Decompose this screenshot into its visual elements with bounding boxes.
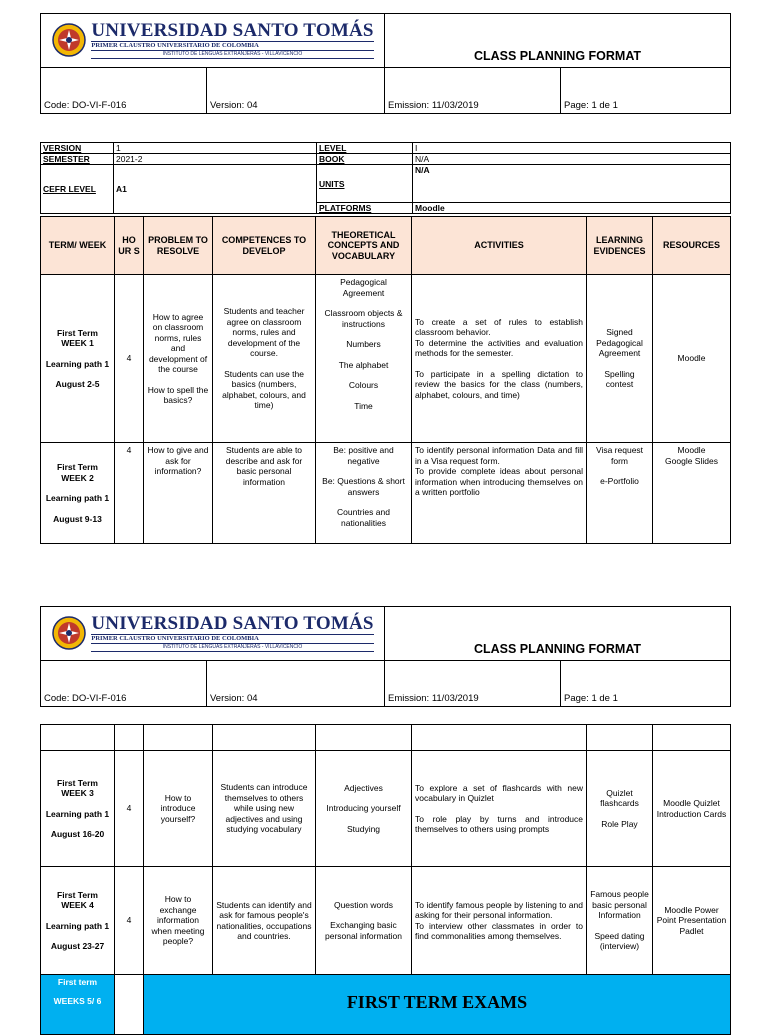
university-logo bbox=[51, 21, 373, 59]
col-problem: PROBLEM TO RESOLVE bbox=[144, 217, 213, 275]
units-value: N/A bbox=[413, 165, 731, 203]
book-label: BOOK bbox=[317, 154, 413, 165]
platforms-label: PLATFORMS bbox=[317, 203, 413, 214]
level-label: LEVEL bbox=[317, 143, 413, 154]
evidences-cell: Famous people basic personal Information Speed dating (interview) bbox=[587, 867, 653, 975]
version-value: 1 bbox=[114, 143, 317, 154]
doc-version: Version: 04 bbox=[207, 661, 385, 707]
col-competences: COMPETENCES TO DEVELOP bbox=[213, 217, 316, 275]
col-activities: ACTIVITIES bbox=[412, 217, 587, 275]
competences-cell: Students can introduce themselves to others while using new adjectives and using studying vocabulary bbox=[213, 751, 316, 867]
semester-value: 2021-2 bbox=[114, 154, 317, 165]
version-label: VERSION bbox=[41, 143, 114, 154]
hours-cell: 4 bbox=[115, 867, 144, 975]
doc-emission: Emission: 11/03/2019 bbox=[385, 68, 561, 114]
concepts-cell: Question words Exchanging basic personal information bbox=[316, 867, 412, 975]
institute-name: INSTITUTO DE LENGUAS EXTRANJERAS - VILLAVICENCIO bbox=[91, 643, 373, 652]
table-row bbox=[41, 443, 731, 544]
col-evidences: LEARNING EVIDENCES bbox=[587, 217, 653, 275]
evidences-cell: Quizlet flashcards Role Play bbox=[587, 751, 653, 867]
concepts-cell: Be: positive and negative Be: Questions & short answers Countries and nationalities bbox=[316, 443, 412, 544]
units-label: UNITS bbox=[317, 165, 413, 203]
term-week-cell: First Term WEEK 2 Learning path 1 August 9-13 bbox=[41, 443, 115, 544]
blank-header-row bbox=[41, 725, 731, 751]
logo-cell bbox=[41, 607, 385, 661]
planning-table-2 bbox=[40, 724, 731, 1035]
table-header-row bbox=[41, 217, 731, 275]
col-term-week: TERM/ WEEK bbox=[41, 217, 115, 275]
evidences-cell: Visa request form e-Portfolio bbox=[587, 443, 653, 544]
competences-cell: Students can identify and ask for famous people's nationalities, occupations and countries. bbox=[213, 867, 316, 975]
doc-version: Version: 04 bbox=[207, 68, 385, 114]
col-concepts: THEORETICAL CONCEPTS AND VOCABULARY bbox=[316, 217, 412, 275]
exam-hours-cell bbox=[115, 975, 144, 1035]
activities-cell: To identify famous people by listening to and asking for their personal information. To interview other classmates in order to find commonalities among themselves. bbox=[412, 867, 587, 975]
table-row bbox=[41, 867, 731, 975]
competences-cell: Students and teacher agree on classroom norms, rules and development of the course. Students can use the basics (numbers, alphabet, colours, and time) bbox=[213, 275, 316, 443]
doc-code: Code: DO-VI-F-016 bbox=[41, 68, 207, 114]
activities-cell: To create a set of rules to establish classroom behavior. To determine the activities and evaluation methods for the semester. To participate in a spelling dictation to review the basics for the class (numbers, alphabet, colours, and time) bbox=[412, 275, 587, 443]
crest-icon bbox=[51, 22, 87, 58]
university-name: UNIVERSIDAD SANTO TOMÁS bbox=[91, 19, 374, 41]
planning-table-1 bbox=[40, 216, 731, 544]
evidences-cell: Signed Pedagogical Agreement Spelling contest bbox=[587, 275, 653, 443]
cefr-label: CEFR LEVEL bbox=[41, 165, 114, 214]
table-row bbox=[41, 751, 731, 867]
cefr-value: A1 bbox=[114, 165, 317, 214]
col-hours: HO UR S bbox=[115, 217, 144, 275]
table-row bbox=[41, 275, 731, 443]
format-title: CLASS PLANNING FORMAT bbox=[385, 14, 731, 68]
concepts-cell: Pedagogical Agreement Classroom objects & instructions Numbers The alphabet Colours Time bbox=[316, 275, 412, 443]
doc-emission: Emission: 11/03/2019 bbox=[385, 661, 561, 707]
semester-label: SEMESTER bbox=[41, 154, 114, 165]
doc-code: Code: DO-VI-F-016 bbox=[41, 661, 207, 707]
doc-page: Page: 1 de 1 bbox=[561, 661, 731, 707]
term-week-cell: First Term WEEK 1 Learning path 1 August 2-5 bbox=[41, 275, 115, 443]
hours-cell: 4 bbox=[115, 275, 144, 443]
exam-row bbox=[41, 975, 731, 1035]
term-week-cell: First Term WEEK 4 Learning path 1 August 23-27 bbox=[41, 867, 115, 975]
level-value: I bbox=[413, 143, 731, 154]
concepts-cell: Adjectives Introducing yourself Studying bbox=[316, 751, 412, 867]
logo-cell bbox=[41, 14, 385, 68]
problem-cell: How to introduce yourself? bbox=[144, 751, 213, 867]
institute-name: INSTITUTO DE LENGUAS EXTRANJERAS - VILLAVICENCIO bbox=[91, 50, 373, 59]
exam-title-cell bbox=[144, 975, 731, 1035]
university-name: UNIVERSIDAD SANTO TOMÁS bbox=[91, 612, 374, 634]
university-logo bbox=[51, 614, 373, 652]
exam-title: FIRST TERM EXAMS bbox=[346, 992, 528, 1012]
resources-cell: Moodle Google Slides bbox=[653, 443, 731, 544]
activities-cell: To explore a set of flashcards with new vocabulary in Quizlet To role play by turns and introduce themselves to others using prompts bbox=[412, 751, 587, 867]
document-header bbox=[40, 13, 731, 114]
university-subtitle: PRIMER CLAUSTRO UNIVERSITARIO DE COLOMBIA bbox=[91, 634, 373, 643]
problem-cell: How to exchange information when meeting people? bbox=[144, 867, 213, 975]
hours-cell: 4 bbox=[115, 751, 144, 867]
crest-icon bbox=[51, 615, 87, 651]
problem-cell: How to agree on classroom norms, rules and development of the course How to spell the basics? bbox=[144, 275, 213, 443]
book-value: N/A bbox=[413, 154, 731, 165]
exam-term-cell: First term WEEKS 5/ 6 bbox=[41, 975, 115, 1035]
resources-cell: Moodle Quizlet Introduction Cards bbox=[653, 751, 731, 867]
competences-cell: Students are able to describe and ask for basic personal information bbox=[213, 443, 316, 544]
col-resources: RESOURCES bbox=[653, 217, 731, 275]
resources-cell: Moodle bbox=[653, 275, 731, 443]
problem-cell: How to give and ask for information? bbox=[144, 443, 213, 544]
format-title: CLASS PLANNING FORMAT bbox=[385, 607, 731, 661]
hours-cell: 4 bbox=[115, 443, 144, 544]
resources-cell: Moodle Power Point Presentation Padlet bbox=[653, 867, 731, 975]
doc-page: Page: 1 de 1 bbox=[561, 68, 731, 114]
platforms-value: Moodle bbox=[413, 203, 731, 214]
course-info-table bbox=[40, 142, 731, 214]
document-header-page-2 bbox=[40, 606, 731, 707]
activities-cell: To identify personal information Data and fill in a Visa request form. To provide complete ideas about personal information when introducing themselves on a written portfolio bbox=[412, 443, 587, 544]
term-week-cell: First Term WEEK 3 Learning path 1 August 16-20 bbox=[41, 751, 115, 867]
university-subtitle: PRIMER CLAUSTRO UNIVERSITARIO DE COLOMBIA bbox=[91, 41, 373, 50]
